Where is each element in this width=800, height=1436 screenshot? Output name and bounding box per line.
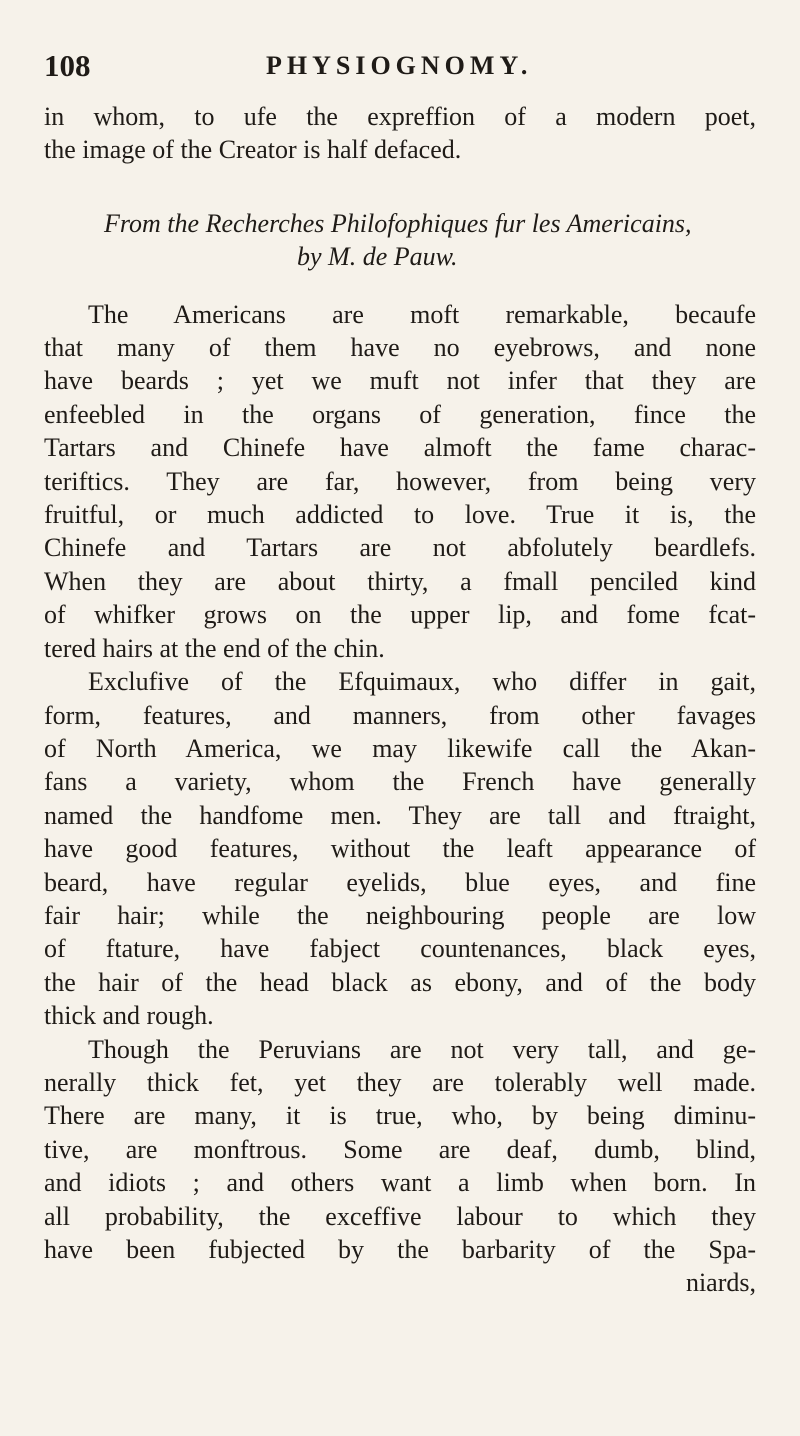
- text-line: tered hairs at the end of the chin.: [44, 633, 385, 663]
- section-heading: From the Recherches Philofophiques fur les Americains,: [104, 208, 692, 238]
- text-line: have been fubjected by the barbarity of the Spa-: [44, 1235, 756, 1264]
- text-line: and idiots ; and others want a limb when born. In: [44, 1168, 756, 1198]
- page-number: 108: [44, 48, 91, 83]
- text-line: teriftics. They are far, however, from being very: [44, 466, 756, 496]
- page-header: [44, 48, 756, 88]
- text-line: fans a variety, whom the French have generally: [44, 767, 756, 797]
- text-line: of ftature, have fabject countenances, black eyes,: [44, 934, 756, 964]
- text-line: fair hair; while the neighbouring people are low: [44, 900, 756, 930]
- text-line: nerally thick fet, yet they are tolerably well made.: [44, 1067, 756, 1097]
- text-line: Tartars and Chinefe have almoft the fame charac-: [44, 433, 756, 463]
- text-line: When they are about thirty, a fmall penciled kind: [44, 566, 756, 596]
- text-line: tive, are monftrous. Some are deaf, dumb, blind,: [44, 1134, 756, 1164]
- text-line: named the handfome men. They are tall and ftraight,: [44, 800, 756, 830]
- text-line: Exclufive of the Efquimaux, who differ in gait,: [88, 667, 756, 697]
- text-line: in whom, to ufe the expreffion of a modern poet,: [44, 102, 756, 131]
- text-line: of North America, we may likewife call the Akan-: [44, 733, 756, 763]
- text-line: Chinefe and Tartars are not abfolutely beardlefs.: [44, 533, 756, 563]
- text-block: [44, 100, 756, 1300]
- running-head: PHYSIOGNOMY.: [266, 51, 533, 80]
- text-line: have good features, without the leaft appearance of: [44, 834, 756, 864]
- text-line: beard, have regular eyelids, blue eyes, and fine: [44, 867, 756, 897]
- text-line: the image of the Creator is half defaced.: [44, 135, 462, 165]
- text-line: There are many, it is true, who, by being diminu-: [44, 1101, 756, 1131]
- text-line: thick and rough.: [44, 1001, 214, 1031]
- section-heading-author: by M. de Pauw.: [297, 242, 458, 272]
- text-line: enfeebled in the organs of generation, fince the: [44, 399, 756, 429]
- text-line: have beards ; yet we muft not infer that they are: [44, 366, 756, 396]
- text-line: fruitful, or much addicted to love. True it is, the: [44, 500, 756, 530]
- text-line: of whifker grows on the upper lip, and fome fcat-: [44, 600, 756, 630]
- text-line: form, features, and manners, from other favages: [44, 700, 756, 730]
- catchword: niards,: [685, 1268, 756, 1298]
- text-line: Though the Peruvians are not very tall, and ge-: [88, 1034, 756, 1064]
- text-line: all probability, the exceffive labour to which they: [44, 1201, 756, 1231]
- text-line: the hair of the head black as ebony, and of the body: [44, 967, 756, 997]
- text-line: that many of them have no eyebrows, and none: [44, 333, 756, 363]
- text-line: The Americans are moft remarkable, becaufe: [88, 299, 756, 329]
